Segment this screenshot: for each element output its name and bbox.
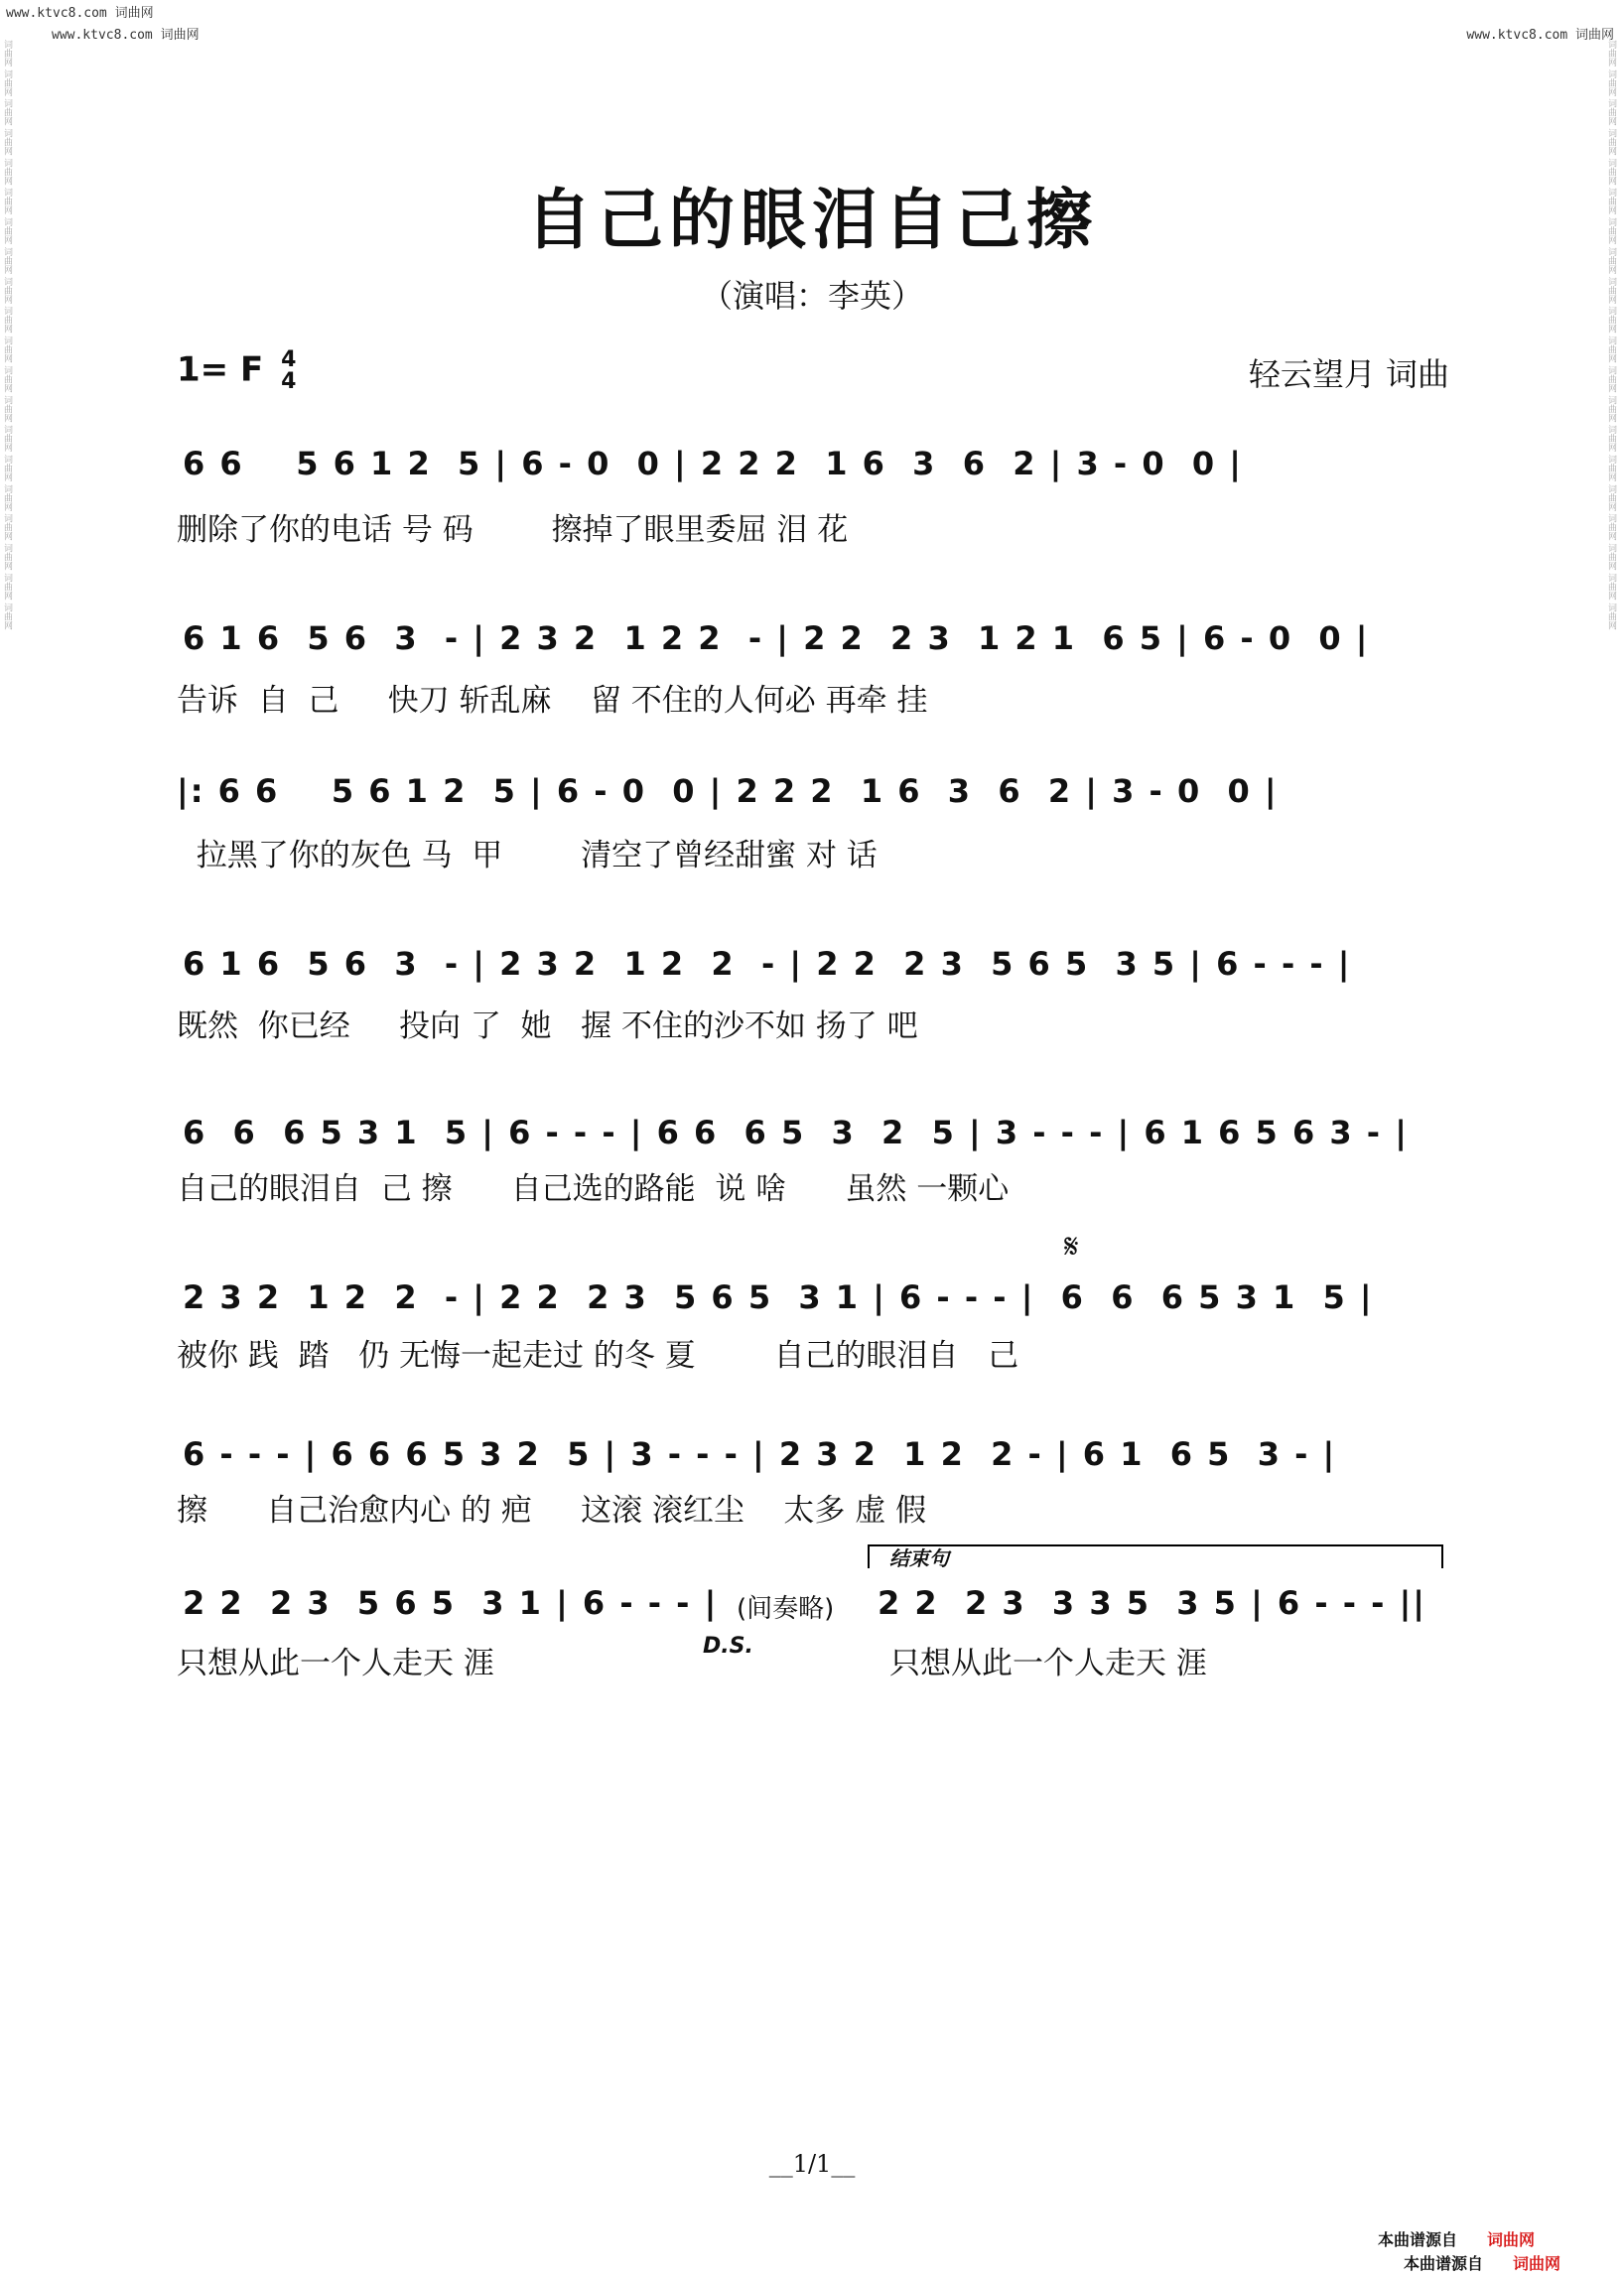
source-site-1: 词曲网 (1486, 2230, 1535, 2249)
system-6-notes: 2 3 2 1 2 2 - | 2 2 2 3 5 6 5 3 1 | 6 - - - | 6 6 6 5 3 1 5 | (183, 1278, 1374, 1316)
ending-bracket (868, 1544, 1443, 1568)
system-1-notes: 6 6 5 6 1 2 5 | 6 - 0 0 | 2 2 2 1 6 3 6 2 | 3 - 0 0 | (183, 445, 1243, 482)
system-8-notes-b: 2 2 2 3 3 3 5 3 5 | 6 - - - || (878, 1584, 1426, 1622)
system-7-lyrics: 擦 自己治愈内心 的 疤 这滚 滚红尘 太多 虚 假 (177, 1493, 927, 1529)
system-4-notes: 6 1 6 5 6 3 - | 2 3 2 1 2 2 - | 2 2 2 3 5 6 5 3 5 | 6 - - - | (183, 945, 1352, 983)
system-2-lyrics: 告诉 自 己 快刀 斩乱麻 留 不住的人何必 再牵 挂 (177, 683, 928, 719)
watermark-top-left-1: www.ktvc8.com 词曲网 (6, 6, 154, 21)
watermark-top-right: www.ktvc8.com 词曲网 (1466, 28, 1614, 43)
source-text-2: 本曲谱源自 (1403, 2254, 1483, 2273)
performer: （演唱：李英） (700, 277, 923, 315)
watermark-side-left: 词曲网 词曲网 词曲网 词曲网 词曲网 词曲网 词曲网 词曲网 词曲网 词曲网 词曲网 词曲网 词曲网 词曲网 词曲网 词曲网 词曲网 词曲网 词曲网 词曲网 (2, 40, 12, 630)
time-num: 4 (281, 347, 297, 372)
system-1-lyrics: 删除了你的电话 号 码 擦掉了眼里委屈 泪 花 (177, 512, 849, 548)
system-2-notes: 6 1 6 5 6 3 - | 2 3 2 1 2 2 - | 2 2 2 3 1 2 1 6 5 | 6 - 0 0 | (183, 619, 1370, 657)
source-line-2 (1404, 2251, 1560, 2274)
source-text-1: 本曲谱源自 (1377, 2230, 1457, 2249)
system-6-lyrics: 被你 践 踏 仍 无悔一起走过 的冬 夏 自己的眼泪自 己 (177, 1338, 1019, 1374)
system-3-notes: |: 6 6 5 6 1 2 5 | 6 - 0 0 | 2 2 2 1 6 3 6 2 | 3 - 0 0 | (177, 772, 1279, 810)
page-number: __1/1__ (768, 2150, 856, 2178)
source-site-2: 词曲网 (1512, 2254, 1560, 2273)
system-3-lyrics: 拉黑了你的灰色 马 甲 清空了曾经甜蜜 对 话 (177, 838, 878, 873)
system-5-lyrics: 自己的眼泪自 己 擦 自己选的路能 说 啥 虽然 一颗心 (177, 1171, 1010, 1207)
source-line-1 (1378, 2227, 1535, 2250)
time-signature (281, 349, 296, 393)
interlude-label: (间奏略) (737, 1594, 835, 1624)
system-4-lyrics: 既然 你已经 投向 了 她 握 不住的沙不如 扬了 吧 (177, 1008, 918, 1044)
system-8-notes-a: 2 2 2 3 5 6 5 3 1 | 6 - - - | (183, 1584, 719, 1622)
system-8-lyrics-b: 只想从此一个人走天 涯 (889, 1646, 1207, 1681)
system-8-lyrics-a: 只想从此一个人走天 涯 (177, 1646, 494, 1681)
system-7-notes: 6 - - - | 6 6 6 5 3 2 5 | 3 - - - | 2 3 2 1 2 2 - | 6 1 6 5 3 - | (183, 1435, 1337, 1473)
system-5-notes: 6 6 6 5 3 1 5 | 6 - - - | 6 6 6 5 3 2 5 | 3 - - - | 6 1 6 5 6 3 - | (183, 1114, 1409, 1151)
page-title: 自己的眼泪自己擦 (526, 181, 1098, 258)
key-text: 1= F (177, 349, 264, 390)
time-den: 4 (281, 369, 297, 394)
ending-label: 结束句 (889, 1546, 949, 1570)
watermark-top-left-2: www.ktvc8.com 词曲网 (52, 28, 200, 43)
watermark-side-right: 词曲网 词曲网 词曲网 词曲网 词曲网 词曲网 词曲网 词曲网 词曲网 词曲网 词曲网 词曲网 词曲网 词曲网 词曲网 词曲网 词曲网 词曲网 词曲网 词曲网 (1606, 40, 1616, 630)
segno-sign: 𝄋 (1064, 1227, 1079, 1267)
key-signature (177, 349, 296, 393)
ds-marking: D.S. (703, 1634, 753, 1659)
credit: 轻云望月 词曲 (1248, 355, 1449, 393)
